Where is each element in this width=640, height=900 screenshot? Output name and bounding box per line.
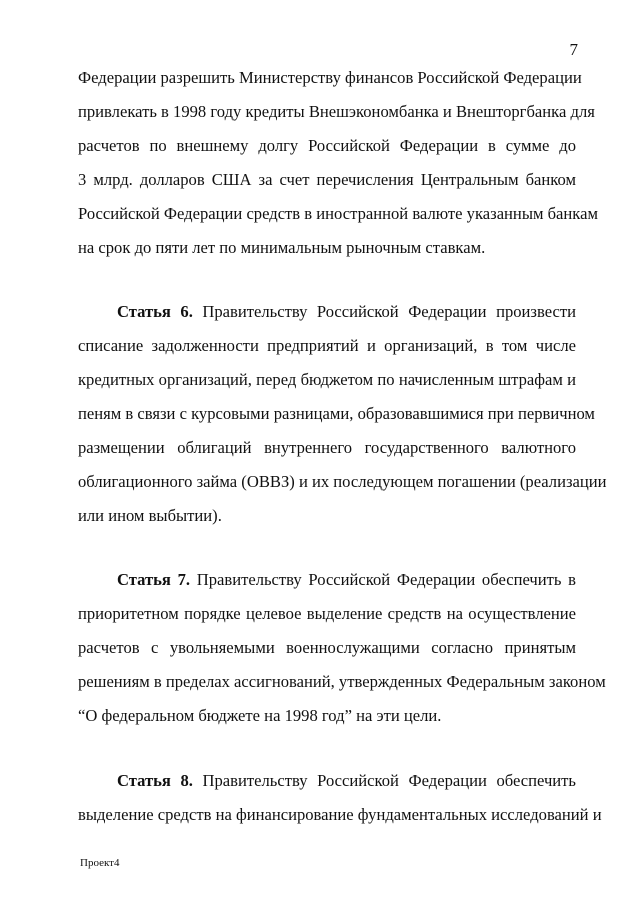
text-line: списание задолженности предприятий и организаций, в том числе	[78, 336, 576, 355]
article-6-paragraph	[78, 295, 607, 533]
article-6-first-line-text: Правительству Российской Федерации произвести	[202, 302, 576, 321]
footer-label: Проект4	[80, 857, 120, 869]
text-line: расчетов с увольняемыми военнослужащими согласно принятым	[78, 638, 576, 657]
text-line: пеням в связи с курсовыми разницами, образовавшимися при первичном	[78, 404, 595, 423]
text-line: размещении облигаций внутреннего государственного валютного	[78, 438, 576, 457]
text-line: Федерации разрешить Министерству финансов Российской Федерации	[78, 68, 582, 87]
text-line: кредитных организаций, перед бюджетом по начисленным штрафам и	[78, 370, 576, 389]
text-line: “О федеральном бюджете на 1998 год” на эти цели.	[78, 706, 442, 725]
text-line: или ином выбытии).	[78, 506, 222, 525]
article-8-paragraph	[78, 764, 602, 832]
text-line: решениям в пределах ассигнований, утвержденных Федеральным законом	[78, 672, 606, 691]
page-number: 7	[569, 40, 578, 59]
text-line: расчетов по внешнему долгу Российской Федерации в сумме до	[78, 136, 576, 155]
continuation-paragraph	[78, 61, 598, 265]
article-7-paragraph	[78, 563, 606, 733]
article-8-first-line-text: Правительству Российской Федерации обеспечить	[202, 771, 577, 790]
text-line: выделение средств на финансирование фундаментальных исследований и	[78, 805, 602, 824]
text-line: 3 млрд. долларов США за счет перечисления Центральным банком	[78, 170, 576, 189]
article-7-first-line	[78, 563, 576, 597]
article-7-label: Статья 7.	[117, 570, 191, 589]
text-line: на срок до пяти лет по минимальным рыночным ставкам.	[78, 238, 486, 257]
article-8-label: Статья 8.	[117, 771, 193, 790]
text-line: привлекать в 1998 году кредиты Внешэкономбанка и Внешторгбанка для	[78, 102, 595, 121]
article-7-first-line-text: Правительству Российской Федерации обеспечить в	[196, 570, 576, 589]
article-8-first-line	[78, 764, 576, 798]
text-line: Российской Федерации средств в иностранной валюте указанным банкам	[78, 204, 598, 223]
text-line: облигационного займа (ОВВЗ) и их последующем погашении (реализации	[78, 472, 607, 491]
article-6-first-line	[78, 295, 576, 329]
article-6-label: Статья 6.	[117, 302, 193, 321]
text-line: приоритетном порядке целевое выделение средств на осуществление	[78, 604, 576, 623]
